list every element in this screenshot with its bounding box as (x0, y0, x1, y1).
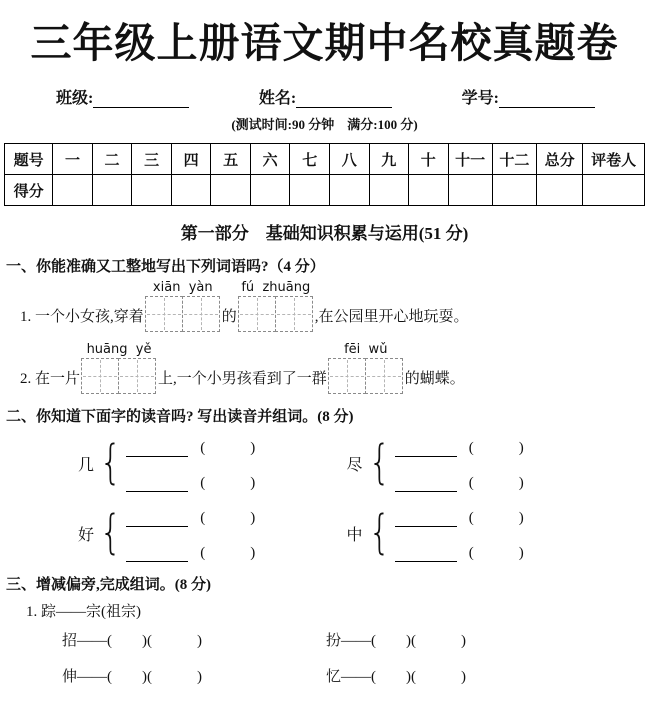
answer-blank-line (126, 444, 188, 457)
writing-cell (328, 358, 366, 394)
header-cell: 十二 (492, 144, 536, 175)
brace-icon: { (368, 505, 391, 560)
header-cell: 五 (211, 144, 251, 175)
writing-cell (118, 358, 156, 394)
answer-blank-line (395, 514, 457, 527)
writing-cell (182, 296, 220, 332)
q2-answer-lines (126, 434, 255, 492)
header-cell: 八 (329, 144, 369, 175)
paren-pair: ( ) (468, 545, 524, 561)
q1-line1-mid: 的 (221, 309, 237, 325)
pinyin-label: fú zhuāng (241, 280, 311, 295)
q3-example: 1. 踪——宗(祖宗) (26, 604, 141, 620)
q1-line2-post: 的蝴蝶。 (404, 371, 465, 387)
q2-character: 中 (346, 526, 363, 544)
student-id-field (462, 85, 595, 108)
writing-cell (145, 296, 183, 332)
score-cell (537, 175, 583, 206)
brace-icon: { (368, 435, 391, 490)
header-cell: 七 (290, 144, 330, 175)
score-cell (250, 175, 290, 206)
class-field (56, 85, 189, 108)
answer-blank-line (126, 479, 188, 492)
brace-icon: { (99, 435, 122, 490)
q1-line-2 (20, 342, 645, 394)
name-field (259, 85, 392, 108)
q3-item: 扮——( )( ) (326, 633, 466, 649)
score-cell (369, 175, 409, 206)
q2-answer-lines (395, 434, 524, 492)
score-table-score-row (5, 175, 645, 206)
paren-pair: ( ) (468, 440, 524, 456)
header-cell: 九 (369, 144, 409, 175)
writing-grid (239, 296, 313, 332)
header-cell: 三 (132, 144, 172, 175)
part1-heading: 第一部分 基础知识积累与运用(51 分) (180, 224, 469, 243)
q3-item: 忆——( )( ) (326, 669, 466, 685)
q2-character: 好 (78, 526, 95, 544)
header-cell: 总分 (537, 144, 583, 175)
answer-blank-line (126, 514, 188, 527)
score-cell (211, 175, 251, 206)
paren-pair: ( ) (200, 510, 256, 526)
score-table (4, 143, 645, 206)
score-cell (409, 175, 449, 206)
writing-grid (329, 358, 403, 394)
q2-item (78, 504, 347, 562)
page-title: 三年级上册语文期中名校真题卷 (30, 20, 619, 66)
score-row-label: 得分 (5, 175, 53, 206)
header-cell: 十一 (448, 144, 492, 175)
score-cell (290, 175, 330, 206)
exam-note: (测试时间:90 分钟 满分:100 分) (231, 117, 418, 132)
writing-cell (81, 358, 119, 394)
header-cell: 十 (409, 144, 449, 175)
pinyin-word-box (146, 280, 220, 332)
paren-pair: ( ) (200, 440, 256, 456)
q2-item (347, 504, 616, 562)
q3-item: 伸——( )( ) (62, 669, 202, 685)
header-cell: 题号 (5, 144, 53, 175)
paren-pair: ( ) (200, 475, 256, 491)
score-cell (132, 175, 172, 206)
q2-character: 几 (78, 456, 95, 474)
class-label: 班级: (56, 90, 94, 107)
answer-blank-line (395, 444, 457, 457)
q2-character: 尽 (346, 456, 363, 474)
q1-line2-mid: 上,一个小男孩看到了一群 (158, 371, 327, 387)
score-cell (171, 175, 211, 206)
q1-heading: 一、你能准确又工整地写出下列词语吗?（4 分） (6, 259, 325, 275)
score-cell (448, 175, 492, 206)
pinyin-label: huāng yě (86, 342, 152, 357)
class-blank-line (93, 93, 189, 108)
student-info-row (4, 85, 645, 108)
paren-pair: ( ) (468, 475, 524, 491)
q1-line2-pre: 2. 在一片 (20, 371, 81, 387)
header-cell: 六 (250, 144, 290, 175)
answer-blank-line (395, 479, 457, 492)
writing-grid (146, 296, 220, 332)
q2-item (78, 434, 347, 492)
paren-pair: ( ) (468, 510, 524, 526)
score-cell (329, 175, 369, 206)
q1-line1-post: ,在公园里开心地玩耍。 (314, 309, 469, 325)
answer-blank-line (126, 549, 188, 562)
header-cell: 评卷人 (583, 144, 645, 175)
name-blank-line (296, 93, 392, 108)
q1-line-1 (20, 280, 645, 332)
student-id-blank-line (499, 93, 595, 108)
writing-grid (82, 358, 156, 394)
score-table-header-row (5, 144, 645, 175)
q2-grid (4, 432, 645, 562)
writing-cell (275, 296, 313, 332)
name-label: 姓名: (258, 90, 297, 107)
paren-pair: ( ) (200, 545, 256, 561)
score-cell (583, 175, 645, 206)
q1-line1-pre: 1. 一个小女孩,穿着 (20, 309, 144, 325)
header-cell: 四 (171, 144, 211, 175)
q3-item: 招——( )( ) (62, 633, 202, 649)
q2-answer-lines (126, 504, 255, 562)
q2-item (347, 434, 616, 492)
pinyin-label: xiān yàn (152, 280, 213, 295)
pinyin-word-box (82, 342, 156, 394)
pinyin-word-box (239, 280, 313, 332)
answer-blank-line (395, 549, 457, 562)
header-cell: 二 (92, 144, 132, 175)
score-cell (53, 175, 93, 206)
q2-heading: 二、你知道下面字的读音吗? 写出读音并组词。(8 分) (6, 409, 354, 425)
pinyin-label: fēi wǔ (344, 342, 388, 357)
q3-grid (4, 629, 645, 686)
writing-cell (365, 358, 403, 394)
score-cell (92, 175, 132, 206)
pinyin-word-box (329, 342, 403, 394)
student-id-label: 学号: (461, 90, 499, 107)
q2-answer-lines (395, 504, 524, 562)
header-cell: 一 (53, 144, 93, 175)
score-cell (492, 175, 536, 206)
brace-icon: { (99, 505, 122, 560)
writing-cell (238, 296, 276, 332)
q3-heading: 三、增减偏旁,完成组词。(8 分) (6, 577, 211, 593)
